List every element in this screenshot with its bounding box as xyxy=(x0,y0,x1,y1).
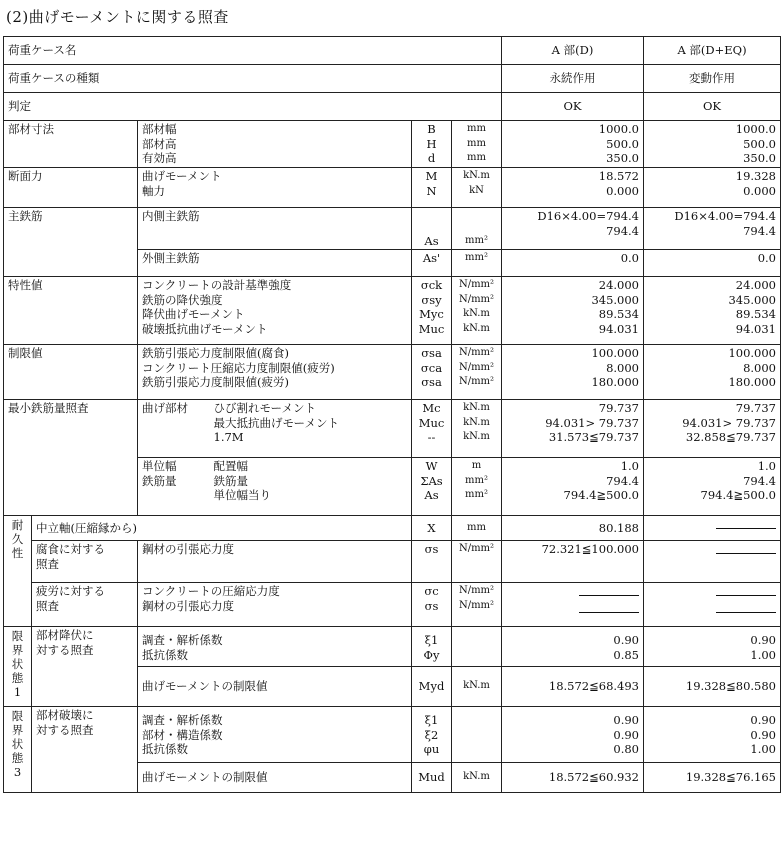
limit1-moment-sym: Myd xyxy=(412,667,452,707)
member-label: 部材寸法 xyxy=(4,121,138,168)
row-corrosion xyxy=(4,541,781,583)
inner-rebar-sym: As xyxy=(412,208,452,250)
corrosion-label: 腐食に対する 照査 xyxy=(32,541,138,583)
limits-units: N/mm² N/mm² N/mm² xyxy=(452,345,502,400)
limit1-b: 0.90 1.00 xyxy=(644,627,781,667)
fatigue-units: N/mm² N/mm² xyxy=(452,583,502,627)
fatigue-a xyxy=(502,583,644,627)
type-a: 永続作用 xyxy=(502,65,644,93)
row-limits xyxy=(4,345,781,400)
outer-rebar-b: 0.0 xyxy=(644,250,781,277)
properties-syms: σck σsy Myc Muc xyxy=(412,277,452,345)
corrosion-item: 鋼材の引張応力度 xyxy=(138,541,412,583)
limit1-moment-b: 19.328≦80.580 xyxy=(644,667,781,707)
limit1-unit-blank xyxy=(452,627,502,667)
row-section-force xyxy=(4,168,781,208)
limit1-sub: 部材降伏に 対する照査 xyxy=(32,627,138,707)
col-b-header: A 部(D+EQ) xyxy=(644,37,781,65)
unit-a: 1.0 794.4 794.4≧500.0 xyxy=(502,458,644,516)
section-force-b: 19.328 0.000 xyxy=(644,168,781,208)
dash-line xyxy=(579,612,639,613)
col-a-header: A 部(D) xyxy=(502,37,644,65)
limit1-moment-a: 18.572≦68.493 xyxy=(502,667,644,707)
min-rebar-label: 最小鉄筋量照査 xyxy=(4,400,138,516)
row-neutral-axis xyxy=(4,516,781,541)
unit-items: 配置幅 鉄筋量 単位幅当り xyxy=(210,458,412,516)
properties-b: 24.000 345.000 89.534 94.031 xyxy=(644,277,781,345)
corrosion-sym: σs xyxy=(412,541,452,583)
limit3-sub: 部材破壊に 対する照査 xyxy=(32,707,138,793)
fatigue-label: 疲労に対する 照査 xyxy=(32,583,138,627)
limits-items: 鉄筋引張応力度制限値(腐食) コンクリート圧縮応力度制限値(疲労) 鉄筋引張応力度制限値(疲労) xyxy=(138,345,412,400)
neutral-axis-label: 中立軸(圧縮縁から) xyxy=(32,516,412,541)
row-judge xyxy=(4,93,781,121)
limit1-a: 0.90 0.85 xyxy=(502,627,644,667)
limit3-moment-label: 曲げモーメントの制限値 xyxy=(138,763,412,793)
bend-units: kN.m kN.m kN.m xyxy=(452,400,502,458)
limit3-a: 0.90 0.90 0.80 xyxy=(502,707,644,763)
limit1-syms: ξ1 Φy xyxy=(412,627,452,667)
neutral-axis-unit: mm xyxy=(452,516,502,541)
limit1-moment-label: 曲げモーメントの制限値 xyxy=(138,667,412,707)
row-properties xyxy=(4,277,781,345)
row-limit3-factors xyxy=(4,707,781,763)
bend-a: 79.737 94.031> 79.737 31.573≦79.737 xyxy=(502,400,644,458)
case-name-label: 荷重ケース名 xyxy=(4,37,502,65)
limit3-moment-a: 18.572≦60.932 xyxy=(502,763,644,793)
bend-items: ひび割れモーメント 最大抵抗曲げモーメント 1.7M xyxy=(210,400,412,458)
member-a: 1000.0 500.0 350.0 xyxy=(502,121,644,168)
bend-b: 79.737 94.031> 79.737 32.858≦79.737 xyxy=(644,400,781,458)
limits-a: 100.000 8.000 180.000 xyxy=(502,345,644,400)
inner-rebar-label: 内側主鉄筋 xyxy=(138,208,412,250)
unit-syms: W ΣAs As xyxy=(412,458,452,516)
fatigue-items: コンクリートの圧縮応力度 鋼材の引張応力度 xyxy=(138,583,412,627)
properties-units: N/mm² N/mm² kN.m kN.m xyxy=(452,277,502,345)
bending-check-table xyxy=(3,36,781,793)
row-min-rebar-bend xyxy=(4,400,781,458)
limit3-b: 0.90 0.90 1.00 xyxy=(644,707,781,763)
row-case-type xyxy=(4,65,781,93)
page-title: (2)曲げモーメントに関する照査 xyxy=(6,8,229,26)
row-case-name xyxy=(4,37,781,65)
outer-rebar-sym: As' xyxy=(412,250,452,277)
dash-line xyxy=(716,595,776,596)
judge-b: OK xyxy=(644,93,781,121)
neutral-axis-b xyxy=(644,516,781,541)
limit1-label: 限 界 状 態 1 xyxy=(4,627,32,707)
corrosion-a: 72.321≦100.000 xyxy=(502,541,644,583)
judge-label: 判定 xyxy=(4,93,502,121)
limit3-moment-unit: kN.m xyxy=(452,763,502,793)
member-items: 部材幅 部材高 有効高 xyxy=(138,121,412,168)
limit1-moment-unit: kN.m xyxy=(452,667,502,707)
outer-rebar-unit: mm² xyxy=(452,250,502,277)
judge-a: OK xyxy=(502,93,644,121)
section-force-a: 18.572 0.000 xyxy=(502,168,644,208)
type-b: 変動作用 xyxy=(644,65,781,93)
section-force-label: 断面力 xyxy=(4,168,138,208)
row-fatigue xyxy=(4,583,781,627)
limit3-syms: ξ1 ξ2 φu xyxy=(412,707,452,763)
properties-label: 特性値 xyxy=(4,277,138,345)
properties-a: 24.000 345.000 89.534 94.031 xyxy=(502,277,644,345)
neutral-axis-a: 80.188 xyxy=(502,516,644,541)
limit3-moment-b: 19.328≦76.165 xyxy=(644,763,781,793)
corrosion-b xyxy=(644,541,781,583)
inner-rebar-b: D16×4.00=794.4 794.4 xyxy=(644,208,781,250)
inner-rebar-unit: mm² xyxy=(452,208,502,250)
limits-label: 制限値 xyxy=(4,345,138,400)
limit3-items: 調査・解析係数 部材・構造係数 抵抗係数 xyxy=(138,707,412,763)
row-member-size xyxy=(4,121,781,168)
unit-b: 1.0 794.4 794.4≧500.0 xyxy=(644,458,781,516)
dash-line xyxy=(716,553,776,554)
member-syms: B H d xyxy=(412,121,452,168)
limit1-items: 調査・解析係数 抵抗係数 xyxy=(138,627,412,667)
unit-units: m mm² mm² xyxy=(452,458,502,516)
bend-syms: Mc Muc -- xyxy=(412,400,452,458)
limit3-moment-sym: Mud xyxy=(412,763,452,793)
dash-line xyxy=(716,528,776,529)
durability-label: 耐 久 性 xyxy=(4,516,32,627)
neutral-axis-sym: X xyxy=(412,516,452,541)
inner-rebar-a: D16×4.00=794.4 794.4 xyxy=(502,208,644,250)
properties-items: コンクリートの設計基準強度 鉄筋の降伏強度 降伏曲げモーメント 破壊抵抗曲げモーメント xyxy=(138,277,412,345)
limit3-label: 限 界 状 態 3 xyxy=(4,707,32,793)
row-inner-rebar xyxy=(4,208,781,250)
unit-width-label: 単位幅 鉄筋量 xyxy=(138,458,210,516)
row-limit1-factors xyxy=(4,627,781,667)
outer-rebar-label: 外側主鉄筋 xyxy=(138,250,412,277)
bend-member-label: 曲げ部材 xyxy=(138,400,210,458)
corrosion-unit: N/mm² xyxy=(452,541,502,583)
case-type-label: 荷重ケースの種類 xyxy=(4,65,502,93)
fatigue-syms: σc σs xyxy=(412,583,452,627)
main-rebar-label: 主鉄筋 xyxy=(4,208,138,277)
section-force-syms: M N xyxy=(412,168,452,208)
member-b: 1000.0 500.0 350.0 xyxy=(644,121,781,168)
limits-syms: σsa σca σsa xyxy=(412,345,452,400)
dash-line xyxy=(716,612,776,613)
member-units: mm mm mm xyxy=(452,121,502,168)
section-force-items: 曲げモーメント 軸力 xyxy=(138,168,412,208)
limits-b: 100.000 8.000 180.000 xyxy=(644,345,781,400)
fatigue-b xyxy=(644,583,781,627)
section-force-units: kN.m kN xyxy=(452,168,502,208)
limit3-unit-blank xyxy=(452,707,502,763)
dash-line xyxy=(579,595,639,596)
outer-rebar-a: 0.0 xyxy=(502,250,644,277)
